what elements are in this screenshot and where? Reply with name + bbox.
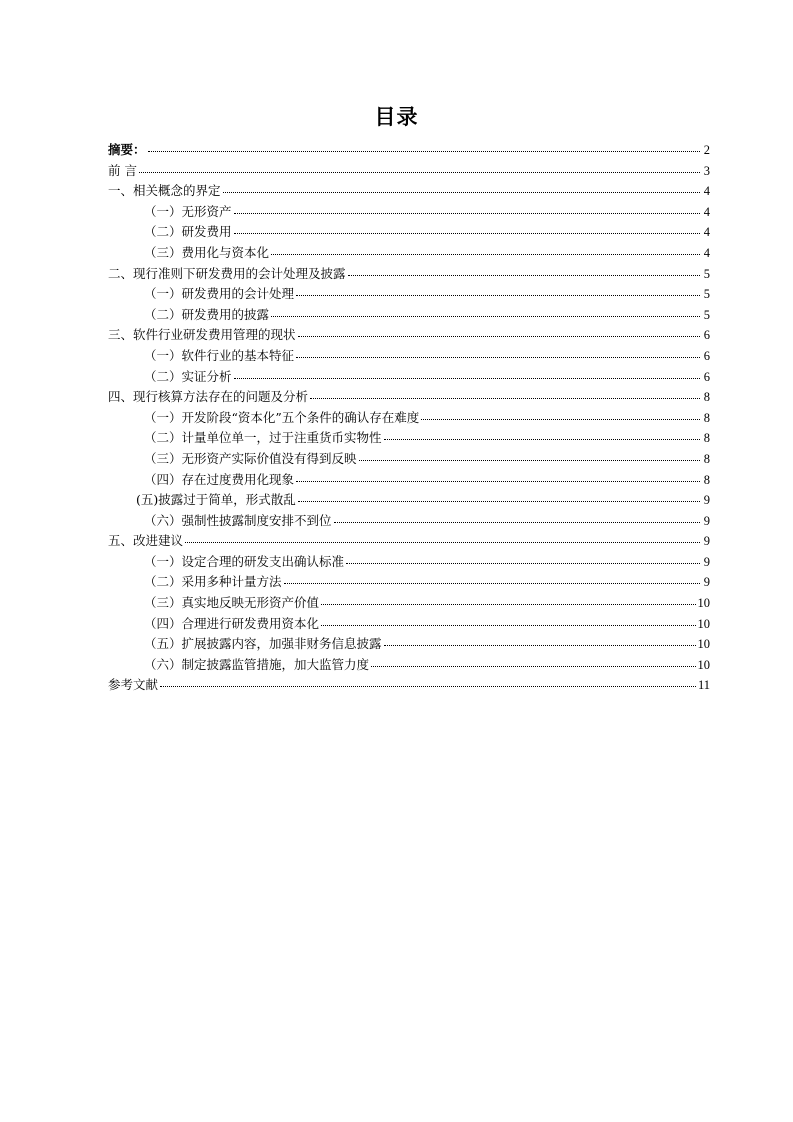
toc-page-number: 8 — [703, 390, 710, 405]
toc-entry[interactable] — [108, 675, 710, 696]
toc-page-number: 6 — [703, 348, 710, 363]
toc-page-number: 5 — [703, 287, 710, 302]
toc-entry-label: （一）开发阶段“资本化”五个条件的确认存在难度 — [144, 409, 420, 425]
toc-dot-leader — [298, 335, 700, 337]
toc-entry[interactable] — [108, 325, 710, 346]
toc-dot-leader — [234, 377, 700, 379]
toc-dot-leader — [223, 191, 700, 193]
toc-entry-label: （三）费用化与资本化 — [144, 244, 270, 260]
toc-dot-leader — [310, 397, 700, 399]
toc-entry-label: （一）无形资产 — [144, 203, 232, 219]
toc-entry-label: （二）实证分析 — [144, 368, 232, 384]
toc-dot-leader — [296, 480, 700, 482]
toc-page-number: 5 — [703, 307, 710, 322]
toc-entry[interactable] — [108, 614, 710, 635]
toc-entry[interactable] — [108, 490, 710, 511]
toc-entry-label: （二）计量单位单一，过于注重货币实物性 — [144, 430, 382, 446]
toc-dot-leader — [185, 541, 700, 543]
toc-page-number: 9 — [703, 534, 710, 549]
toc-entry-label: （二）采用多种计量方法 — [144, 574, 282, 590]
toc-dot-leader — [234, 212, 700, 214]
toc-entry-label: 四、现行核算方法存在的问题及分析 — [108, 389, 309, 405]
toc-dot-leader — [160, 685, 696, 687]
toc-entry[interactable] — [108, 593, 710, 614]
toc-entry-label: 三、软件行业研发费用管理的现状 — [108, 327, 296, 343]
toc-entry-label: 前 言 — [108, 162, 137, 178]
toc-entry-label: 一、相关概念的界定 — [108, 183, 221, 199]
toc-entry[interactable] — [108, 305, 710, 326]
toc-page-number: 9 — [703, 493, 710, 508]
toc-entry[interactable] — [108, 181, 710, 202]
toc-page-number: 4 — [703, 225, 710, 240]
toc-dot-leader — [371, 665, 695, 667]
toc-entry-label: 二、现行准则下研发费用的会计处理及披露 — [108, 265, 346, 281]
toc-page-number: 6 — [703, 328, 710, 343]
toc-entry[interactable] — [108, 552, 710, 573]
toc-list — [108, 140, 710, 696]
toc-dot-leader — [296, 294, 700, 296]
toc-entry[interactable] — [108, 449, 710, 470]
toc-page-number: 3 — [703, 163, 710, 178]
toc-page-number: 8 — [703, 431, 710, 446]
toc-dot-leader — [321, 603, 695, 605]
toc-page-number: 2 — [703, 143, 710, 157]
toc-entry[interactable] — [108, 470, 710, 491]
toc-dot-leader — [271, 315, 700, 317]
toc-dot-leader — [346, 562, 700, 564]
toc-entry[interactable] — [108, 202, 710, 223]
toc-dot-leader — [234, 232, 700, 234]
toc-entry-label: （二）研发费用的披露 — [144, 306, 270, 322]
toc-entry[interactable] — [108, 243, 710, 264]
toc-page-number: 9 — [703, 575, 710, 590]
toc-dot-leader — [148, 150, 700, 152]
toc-page-number: 10 — [697, 637, 710, 652]
toc-entry-label: 参考文献 — [108, 677, 159, 693]
toc-entry[interactable] — [108, 531, 710, 552]
toc-entry[interactable] — [108, 511, 710, 532]
toc-entry[interactable] — [108, 161, 710, 182]
toc-entry[interactable] — [108, 284, 710, 305]
toc-entry[interactable] — [108, 634, 710, 655]
toc-page-number: 8 — [703, 472, 710, 487]
toc-entry-label: （四）合理进行研发费用资本化 — [144, 615, 320, 631]
toc-dot-leader — [384, 644, 696, 646]
toc-entry[interactable] — [108, 572, 710, 593]
toc-page-number: 11 — [697, 678, 710, 693]
toc-entry-label: （五）扩展披露内容，加强非财务信息披露 — [144, 636, 382, 652]
toc-dot-leader — [421, 418, 700, 420]
toc-page-number: 9 — [703, 554, 710, 569]
toc-entry-label: （一）研发费用的会计处理 — [144, 286, 295, 302]
toc-entry[interactable] — [108, 408, 710, 429]
toc-dot-leader — [359, 459, 700, 461]
toc-dot-leader — [321, 624, 695, 626]
toc-entry[interactable] — [108, 140, 710, 161]
toc-dot-leader — [384, 438, 700, 440]
toc-entry-label: （三）真实地反映无形资产价值 — [144, 595, 320, 611]
toc-page-number: 4 — [703, 245, 710, 260]
toc-dot-leader — [139, 171, 700, 173]
toc-entry[interactable] — [108, 367, 710, 388]
toc-entry-label: （六）制定披露监管措施，加大监管力度 — [144, 656, 370, 672]
toc-entry-label: （一）软件行业的基本特征 — [144, 347, 295, 363]
toc-entry[interactable] — [108, 222, 710, 243]
toc-entry-label: (五)披露过于简单，形式散乱 — [136, 492, 296, 508]
toc-entry-label: （三）无形资产实际价值没有得到反映 — [144, 450, 357, 466]
toc-entry[interactable] — [108, 655, 710, 676]
toc-page-number: 6 — [703, 369, 710, 384]
toc-page-number: 10 — [697, 657, 710, 672]
toc-page-number: 5 — [703, 266, 710, 281]
toc-dot-leader — [296, 356, 700, 358]
toc-dot-leader — [284, 582, 700, 584]
toc-entry[interactable] — [108, 428, 710, 449]
toc-entry-label: （四）存在过度费用化现象 — [144, 471, 295, 487]
toc-entry-label: （二）研发费用 — [144, 224, 232, 240]
toc-page-number: 8 — [703, 451, 710, 466]
toc-entry[interactable] — [108, 346, 710, 367]
toc-page-number: 10 — [697, 616, 710, 631]
toc-page-number: 4 — [703, 184, 710, 199]
toc-entry-label: （六）强制性披露制度安排不到位 — [144, 512, 332, 528]
toc-page-number: 9 — [703, 513, 710, 528]
toc-page-number: 10 — [697, 596, 710, 611]
toc-dot-leader — [298, 500, 700, 502]
toc-dot-leader — [271, 253, 700, 255]
toc-dot-leader — [348, 274, 700, 276]
toc-entry-label: 五、改进建议 — [108, 533, 184, 549]
toc-entry-label: 摘要： — [108, 142, 146, 157]
toc-dot-leader — [334, 521, 700, 523]
toc-page-number: 8 — [703, 410, 710, 425]
toc-page-number: 4 — [703, 204, 710, 219]
toc-entry[interactable] — [108, 387, 710, 408]
toc-entry-label: （一）设定合理的研发支出确认标准 — [144, 553, 345, 569]
toc-title: 目录 — [374, 105, 419, 129]
toc-entry[interactable] — [108, 264, 710, 285]
